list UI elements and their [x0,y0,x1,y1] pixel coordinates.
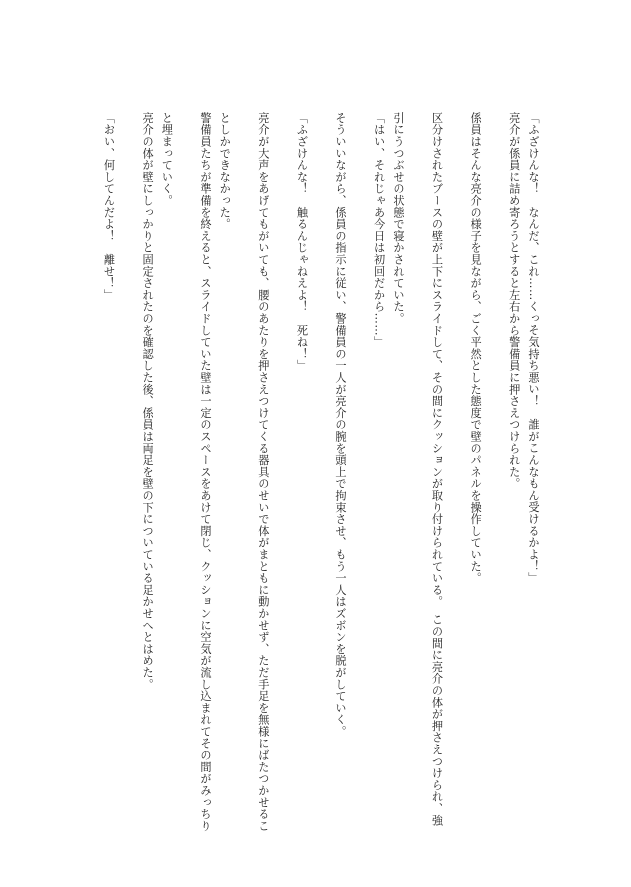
text-line: 区分けされたブースの壁が上下にスライドして、その間にクッションが取り付けられている。 この間に亮介の体が押さえつけられ、強 [430,112,444,827]
text-line: 「ふざけんな！ 触るんじゃねえよ！ 死ね！」 [295,112,309,372]
text-line: 亮介が大声をあげてもがいても、腰のあたりを押さえつけてくる器具のせいで体がまともに動かせず、ただ手足を無様にばたつかせるこ [256,112,270,832]
text-line: 引にうつぶせの状態で寝かされていた。 [391,112,405,325]
text-line: としかできなかった。 [218,112,232,230]
text-line: 係員はそんな亮介の様子を見ながら、ごく平然とした態度で壁のパネルを操作していた。 [469,112,483,584]
text-line: そういいながら、係員の指示に従い、警備員の一人が亮介の腕を頭上で拘束させ、もう一人はズボンを脱がしていく。 [334,112,348,738]
text-line: 亮介が係員に詰め寄ろうとすると左右から警備員に押さえつけられた。 [507,112,521,490]
text-line: 警備員たちが準備を終えると、スライドしていた壁は一定のスペースをあけて閉じ、クッションに空気が流し込まれてその間がみっちり [198,112,212,832]
text-line: 亮介の体が壁にしっかりと固定されたのを確認した後、係員は両足を壁の下についている足かせへとはめた。 [141,112,155,691]
vertical-text-body [80,112,543,832]
text-line: 「ふざけんな！ なんだ、これ……くっそ気持ち悪い！ 誰がこんなもん受けるかよ！」 [527,112,540,584]
text-line: 「おい、何してんだよ！ 離せ！」 [102,112,116,301]
text-line: と埋まっていく。 [160,112,174,207]
text-line: 「はい、それじゃあ今日は初回だから……」 [372,112,386,348]
